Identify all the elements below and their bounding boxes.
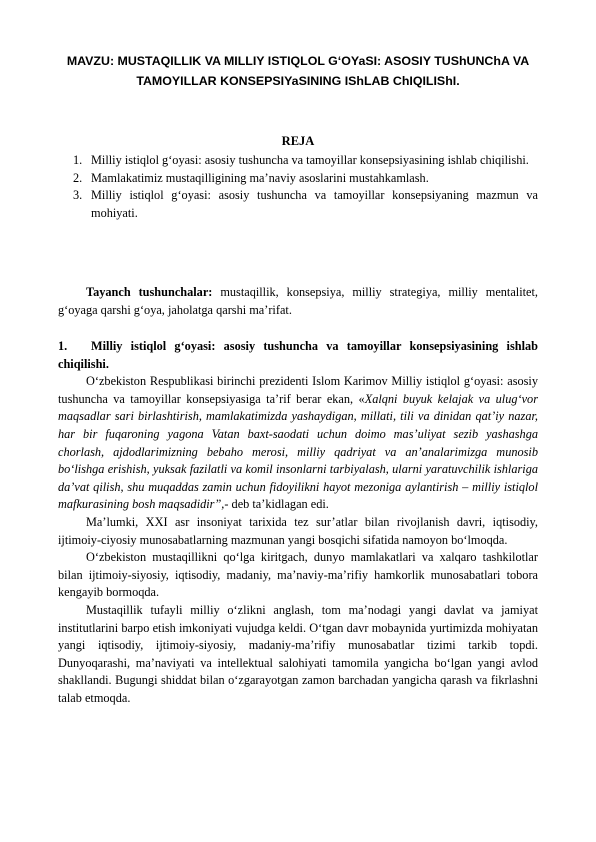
plan-heading: REJA [281, 134, 315, 148]
paragraph-1 [58, 373, 538, 514]
plan-item-number: 2. [73, 170, 83, 185]
keywords-label: Tayanch tushunchalar: [86, 285, 213, 299]
document-title: MAVZU: MUSTAQILLIK VA MILLIY ISTIQLOL G‘OYaSI: ASOSIY TUShUNChA VA TAMOYILLAR KONSEPSIYaSINING IShLAB ChIQILIShI. [66, 54, 530, 88]
plan-item-text: Mamlakatimiz mustaqilligining ma’naviy asoslarini mustahkamlash. [91, 170, 429, 185]
paragraph-3: O‘zbekiston mustaqillikni qo‘lga kiritgach, dunyo mamlakatlari va xalqaro tashkilotlar bilan ijtimoiy-siyosiy, iqtisodiy, madaniy, ma’naviy-ma’rifiy hamkorlik munosabatlari tobora kengayib bormoqda. [58, 550, 538, 600]
section-title: Milliy istiqlol g‘oyasi: asosiy tushuncha va tamoyillar konsepsiyasining ishlab chiqilishi. [58, 339, 538, 371]
keywords-paragraph [58, 284, 538, 319]
keywords-block [58, 284, 538, 319]
plan-item-text: Milliy istiqlol g‘oyasi: asosiy tushuncha va tamoyillar konsepsiyaning mazmun va mohiyati. [91, 188, 538, 220]
paragraph-1-intro: O‘zbekiston Respublikasi birinchi prezidenti Islom Karimov Milliy istiqlol g‘oyasi: asosiy tushuncha va tamoyillar konsepsiyasiga ta’rif berar ekan, « [58, 374, 538, 406]
section-number: 1. [58, 339, 68, 353]
plan-item-3 [73, 187, 538, 222]
plan-item-number: 1. [73, 153, 83, 167]
paragraph-4: Mustaqillik tufayli milliy o‘zlikni anglash, tom ma’nodagi yangi davlat va jamiyat institutlarini barpo etish imkoniyati vujudga keldi. O‘tgan davr mobaynida yurtimizda mohiyatan yangi iqtisodiy, ijtimoiy-siyosiy, madaniy-ma’rifiy munosabatlar tizimi tarkib topdi. Dunyoqarashi, ma’naviyati va intellektual salohiyati tamomila yangicha bo‘lgan yangi avlod shakllandi. Bugungi shiddat bilan o‘zgarayotgan zamon barchadan yangicha qarash va fikrlashni talab etmoqda. [58, 602, 538, 705]
section-1 [58, 338, 538, 707]
paragraph-1-outro: - deb ta’kidlagan edi. [224, 497, 329, 512]
plan-item-1 [73, 152, 538, 170]
paragraph-1-quote: Xalqni buyuk kelajak va ulug‘vor maqsadlar sari birlashtirish, mamlakatimizda yashaydigan, millati, tili va dinidan qat’iy nazar, har bir fuqaroning yagona Vatan baxt-saodati uchun doimo mas’uliyat sezib yashashga chorlash, ajdodlarimizning bebaho merosi, milliy qadriyat va an’analarimizga munosib bo‘lishga erishish, yuksak fazilatli va komil insonlarni tarbiyalash, ularni yaratuvchilik ishlariga da’vat qilish, shu muqaddas zamin uchun fidoyilikni hayot mezoniga aylantirish – milliy istiqlol mafkurasining bosh maqsadidir”, [58, 391, 538, 512]
plan-list [73, 152, 538, 222]
section-heading [58, 338, 538, 373]
plan-item-text: Milliy istiqlol g‘oyasi: asosiy tushuncha va tamoyillar konsepsiyasining ishlab chiqilishi. [91, 153, 529, 167]
paragraph-2: Ma’lumki, XXI asr insoniyat tarixida tez sur’atlar bilan rivojlanish davri, iqtisodiy, ijtimoiy-ciyosiy munosabatlarning mazmunan yangi bosqichi sifatida namoyon bo‘lmoqda. [58, 514, 538, 547]
keywords-text: mustaqillik, konsepsiya, milliy strategiya, milliy mentalitet, g‘oyaga qarshi g‘oya, jaholatga qarshi ma’rifat. [58, 285, 538, 317]
plan-item-number: 3. [73, 188, 83, 203]
plan-item-2 [73, 170, 538, 188]
